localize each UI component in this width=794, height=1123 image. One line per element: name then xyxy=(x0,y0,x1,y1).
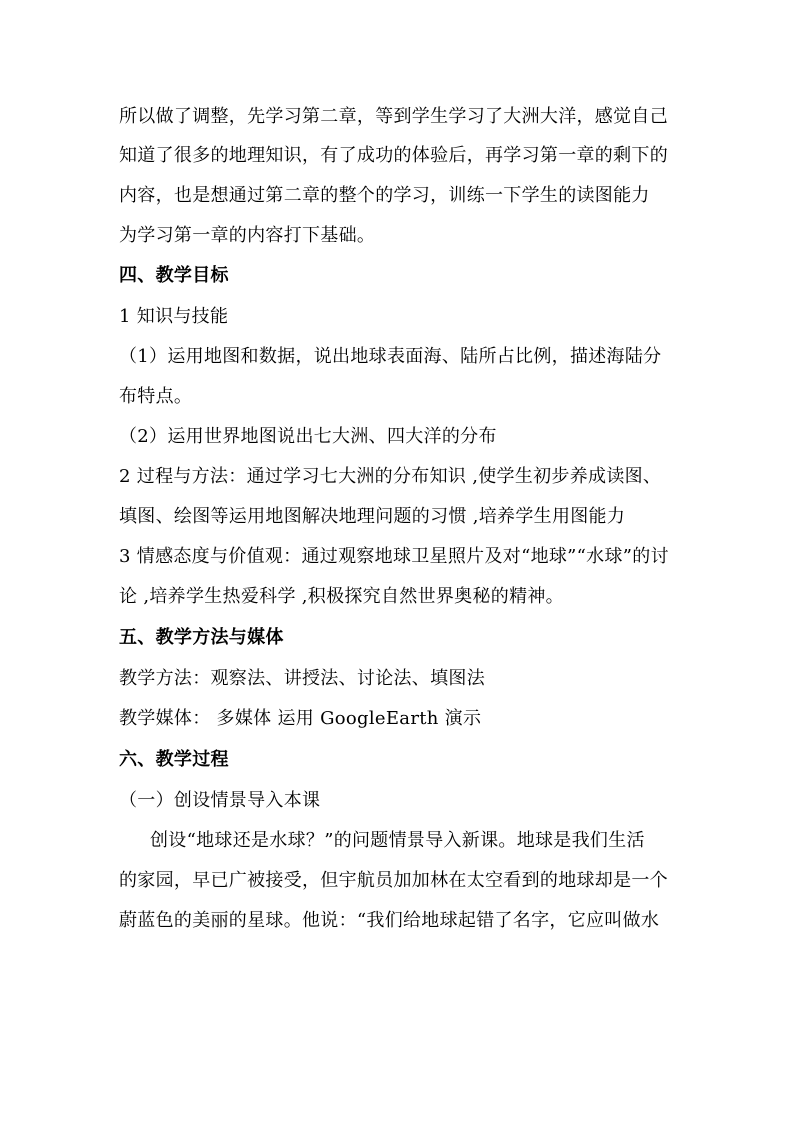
paragraph-line: 2 过程与方法：通过学习七大洲的分布知识 ,使学生初步养成读图、 xyxy=(119,466,662,487)
paragraph-line: 内容，也是想通过第二章的整个的学习，训练一下学生的读图能力 xyxy=(119,185,650,206)
paragraph-line: 的家园，早已广被接受，但宇航员加加林在太空看到的地球却是一个 xyxy=(119,870,668,891)
subsection-heading: 1 知识与技能 xyxy=(119,306,229,327)
paragraph-line: 教学方法：观察法、讲授法、讨论法、填图法 xyxy=(119,668,485,689)
list-item-line: （1）运用地图和数据，说出地球表面海、陆所占比例，描述海陆分 xyxy=(119,346,662,367)
section-heading: 五、教学方法与媒体 xyxy=(119,627,284,648)
paragraph-line: 论 ,培养学生热爱科学 ,积极探究自然世界奥秘的精神。 xyxy=(119,586,564,607)
list-item-line: （2）运用世界地图说出七大洲、四大洋的分布 xyxy=(119,426,497,447)
paragraph-line: 填图、绘图等运用地图解决地理问题的习惯 ,培养学生用图能力 xyxy=(119,506,626,527)
section-heading: 六、教学过程 xyxy=(119,749,229,770)
paragraph-line: 创设“地球还是水球？”的问题情景导入新课。地球是我们生活 xyxy=(150,830,645,851)
list-item-line: 布特点。 xyxy=(119,386,193,407)
paragraph-line: 3 情感态度与价值观：通过观察地球卫星照片及对“地球”“水球”的讨 xyxy=(119,546,669,567)
section-heading: 四、教学目标 xyxy=(119,265,229,286)
subsection-heading: （一）创设情景导入本课 xyxy=(119,790,321,811)
paragraph-line: 教学媒体： 多媒体 运用 GoogleEarth 演示 xyxy=(119,708,482,729)
paragraph-line: 知道了很多的地理知识，有了成功的体验后，再学习第一章的剩下的 xyxy=(119,145,668,166)
paragraph-line: 所以做了调整，先学习第二章，等到学生学习了大洲大洋，感觉自己 xyxy=(119,106,668,127)
paragraph-line: 为学习第一章的内容打下基础。 xyxy=(119,225,376,246)
paragraph-line: 蔚蓝色的美丽的星球。他说：“我们给地球起错了名字，它应叫做水 xyxy=(119,910,660,931)
